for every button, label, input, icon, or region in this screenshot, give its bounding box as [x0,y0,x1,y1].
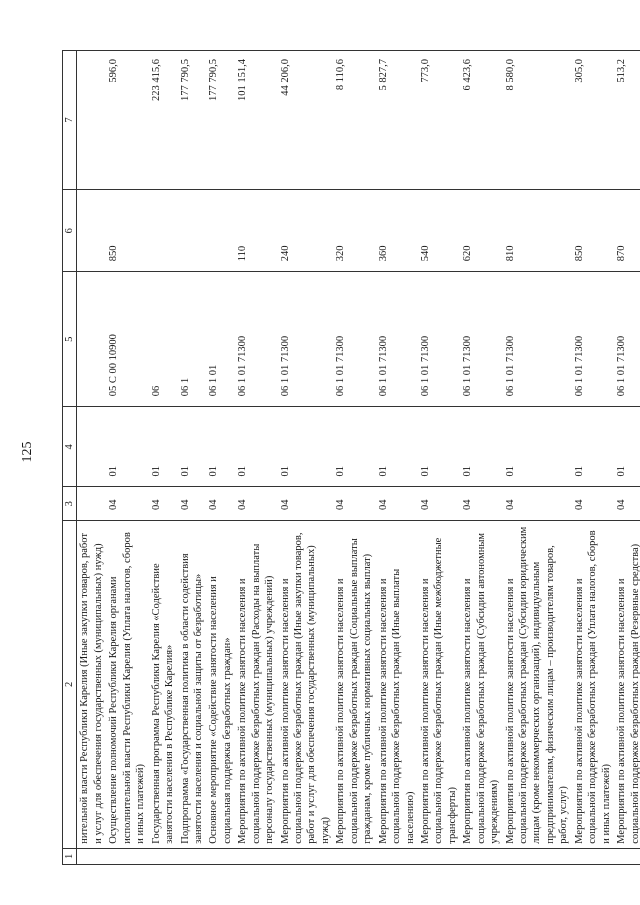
cell-col-1 [503,848,572,864]
table-row [149,51,178,865]
cell-col-1 [106,848,148,864]
column-header-3: 3 [63,487,77,520]
cell-description: Осуществление полномочий Республики Карелия органами исполнительной власти Республики Карелия (Уплата налогов, сборов и иных платежей) [106,520,148,848]
cell-expense-type: 240 [278,190,334,272]
cell-target-article: 06 1 01 71300 [418,272,460,407]
cell-amount: 5 827,7 [376,51,418,190]
cell-description: Мероприятия по активной политике занятости населения и социальной поддержке безработных граждан (Субсидии автономным учреждениям) [460,520,502,848]
cell-subsection: 01 [235,407,277,487]
table-row [106,51,148,865]
column-header-5: 5 [63,272,77,407]
cell-description: Основное мероприятие «Содействие занятости населения и социальная поддержка безработных граждан» [206,520,235,848]
cell-subsection: 01 [503,407,572,487]
cell-section: 04 [206,487,235,520]
cell-col-1 [572,848,614,864]
table-row [418,51,460,865]
cell-amount: 101 151,4 [235,51,277,190]
cell-expense-type [206,190,235,272]
cell-description: Мероприятия по активной политике занятости населения и социальной поддержке безработных граждан (Иные межбюджетные трансферты) [418,520,460,848]
table-row [572,51,614,865]
cell-expense-type: 110 [235,190,277,272]
cell-expense-type: 850 [106,190,148,272]
table-row [278,51,334,865]
cell-section: 04 [376,487,418,520]
cell-amount: 177 790,5 [206,51,235,190]
cell-col-1 [206,848,235,864]
cell-subsection: 01 [572,407,614,487]
cell-col-1 [614,848,640,864]
cell-col-1 [77,848,106,864]
cell-section: 04 [333,487,375,520]
page-number: 125 [20,441,35,463]
column-header-2: 2 [63,520,77,848]
cell-col-1 [333,848,375,864]
cell-amount: 513,2 [614,51,640,190]
cell-subsection: 01 [614,407,640,487]
cell-subsection: 01 [178,407,207,487]
cell-section: 04 [460,487,502,520]
cell-col-1 [418,848,460,864]
cell-subsection: 01 [206,407,235,487]
cell-description: Подпрограмма «Государственная политика в области содействия занятости населения и социальной защиты от безработицы» [178,520,207,848]
cell-section: 04 [572,487,614,520]
cell-col-1 [278,848,334,864]
cell-description: Мероприятия по активной политике занятости населения и социальной поддержке безработных граждан (Уплата налогов, сборов и иных платежей) [572,520,614,848]
cell-target-article: 06 1 01 71300 [278,272,334,407]
table-row [503,51,572,865]
cell-target-article: 06 [149,272,178,407]
cell-section: 04 [235,487,277,520]
cell-expense-type [77,190,106,272]
cell-subsection [77,407,106,487]
cell-target-article: 06 1 01 71300 [235,272,277,407]
cell-expense-type [149,190,178,272]
cell-target-article: 06 1 01 71300 [333,272,375,407]
table-row [235,51,277,865]
cell-section: 04 [614,487,640,520]
cell-description: Государственная программа Республики Карелия «Содействие занятости населения в Республике Карелия» [149,520,178,848]
cell-expense-type: 360 [376,190,418,272]
cell-description: Мероприятия по активной политике занятости населения и социальной поддержке безработных граждан (Социальные выплаты гражданам, кроме публичных нормативных социальных выплат) [333,520,375,848]
cell-target-article [77,272,106,407]
cell-section: 04 [418,487,460,520]
cell-section: 04 [278,487,334,520]
cell-expense-type: 620 [460,190,502,272]
cell-target-article: 06 1 01 71300 [376,272,418,407]
cell-amount: 44 206,0 [278,51,334,190]
cell-expense-type [178,190,207,272]
cell-subsection: 01 [376,407,418,487]
cell-amount: 8 110,6 [333,51,375,190]
cell-expense-type: 850 [572,190,614,272]
cell-subsection: 01 [278,407,334,487]
cell-target-article: 06 1 01 71300 [460,272,502,407]
cell-amount [77,51,106,190]
column-header-7: 7 [63,51,77,190]
cell-subsection: 01 [106,407,148,487]
budget-table [62,50,640,865]
table-row [460,51,502,865]
cell-amount: 223 415,6 [149,51,178,190]
cell-amount: 773,0 [418,51,460,190]
cell-section: 04 [149,487,178,520]
cell-subsection: 01 [460,407,502,487]
table-row [77,51,106,865]
table-row [614,51,640,865]
cell-description: Мероприятия по активной политике занятости населения и социальной поддержке безработных граждан (Субсидии юридическим лицам (кроме некоммерческих организаций), индивидуальным предпринимателям, физическим лицам – производителям товаров, работ, услуг) [503,520,572,848]
cell-target-article: 06 1 01 [206,272,235,407]
cell-expense-type: 870 [614,190,640,272]
column-header-6: 6 [63,190,77,272]
table-container [62,50,640,865]
cell-section: 04 [503,487,572,520]
cell-amount: 177 790,5 [178,51,207,190]
cell-subsection: 01 [418,407,460,487]
cell-amount: 305,0 [572,51,614,190]
cell-description: Мероприятия по активной политике занятости населения и социальной поддержке безработных граждан (Расходы на выплаты персоналу государственных (муниципальных) учреждений) [235,520,277,848]
cell-target-article: 06 1 [178,272,207,407]
cell-section: 04 [178,487,207,520]
cell-amount: 6 423,6 [460,51,502,190]
header-row [63,51,77,865]
column-header-1: 1 [63,848,77,864]
table-row [376,51,418,865]
cell-subsection: 01 [333,407,375,487]
table-row [206,51,235,865]
cell-col-1 [178,848,207,864]
table-row [333,51,375,865]
cell-expense-type: 540 [418,190,460,272]
cell-description: Мероприятия по активной политике занятости населения и социальной поддержке безработных граждан (Иные выплаты населению) [376,520,418,848]
cell-col-1 [149,848,178,864]
cell-target-article: 06 1 01 71300 [572,272,614,407]
cell-target-article: 06 1 01 71300 [614,272,640,407]
cell-description: нительной власти Республики Карелия (Иные закупки товаров, работ и услуг для обеспечения государственных (муниципальных) нужд) [77,520,106,848]
table-body [77,51,640,865]
cell-subsection: 01 [149,407,178,487]
column-header-4: 4 [63,407,77,487]
cell-expense-type: 810 [503,190,572,272]
cell-col-1 [235,848,277,864]
cell-col-1 [376,848,418,864]
table-row [178,51,207,865]
cell-col-1 [460,848,502,864]
cell-amount: 8 580,0 [503,51,572,190]
cell-target-article: 05 С 00 10900 [106,272,148,407]
cell-target-article: 06 1 01 71300 [503,272,572,407]
cell-description: Мероприятия по активной политике занятости населения и социальной поддержке безработных граждан (Иные закупки товаров, работ и услуг для обеспечения государственных (муниципальных) нужд) [278,520,334,848]
cell-expense-type: 320 [333,190,375,272]
cell-description: Мероприятия по активной политике занятости населения и социальной поддержке безработных граждан (Резервные средства) [614,520,640,848]
cell-amount: 596,0 [106,51,148,190]
cell-section [77,487,106,520]
cell-section: 04 [106,487,148,520]
